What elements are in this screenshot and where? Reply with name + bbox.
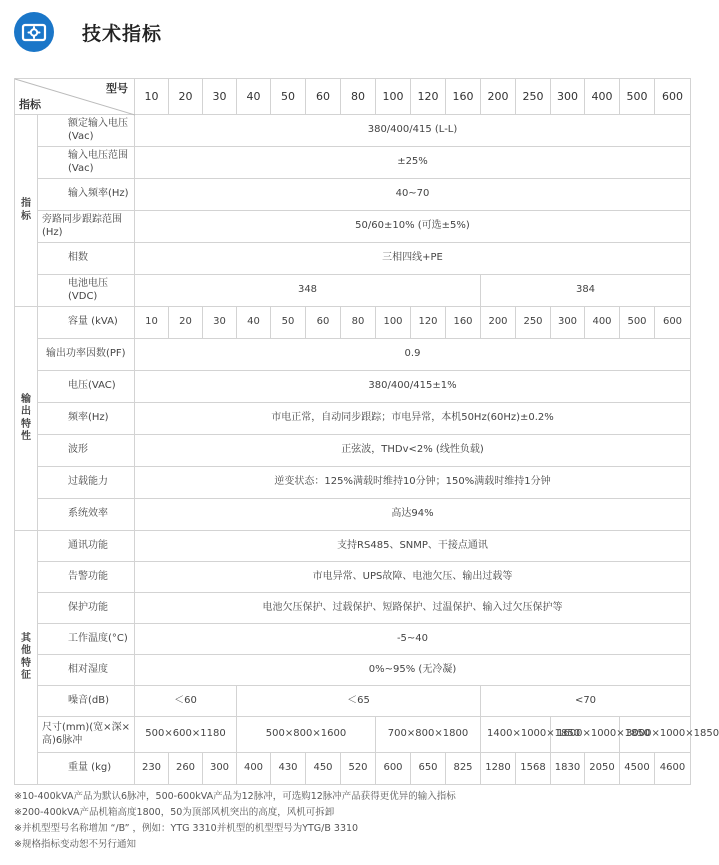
category-other: 其他特征 bbox=[15, 531, 38, 785]
row-value: 384 bbox=[481, 275, 691, 307]
row-value: 380/400/415 (L-L) bbox=[135, 115, 691, 147]
row-label: 通讯功能 bbox=[38, 531, 135, 562]
weight-cell: 260 bbox=[169, 753, 203, 785]
category-output: 输出特性 bbox=[15, 307, 38, 531]
model-header: 30 bbox=[203, 79, 237, 115]
row-label: 输入频率(Hz) bbox=[38, 179, 135, 211]
weight-cell: 430 bbox=[271, 753, 306, 785]
row-value: 0.9 bbox=[135, 339, 691, 371]
table-row bbox=[15, 593, 691, 624]
row-label: 工作温度(°C) bbox=[38, 624, 135, 655]
capacity-cell: 600 bbox=[655, 307, 691, 339]
model-header: 50 bbox=[271, 79, 306, 115]
model-header: 600 bbox=[655, 79, 691, 115]
row-label: 系统效率 bbox=[38, 499, 135, 531]
row-label: 相数 bbox=[38, 243, 135, 275]
row-value: 1400×1000×1850 bbox=[481, 717, 551, 753]
row-label: 电池电压(VDC) bbox=[38, 275, 135, 307]
table-row bbox=[15, 211, 691, 243]
row-label: 重量 (kg) bbox=[38, 753, 135, 785]
table-row bbox=[15, 147, 691, 179]
row-value: -5~40 bbox=[135, 624, 691, 655]
table-row bbox=[15, 179, 691, 211]
capacity-cell: 200 bbox=[481, 307, 516, 339]
row-value: 3000×1000×1850 bbox=[620, 717, 691, 753]
row-value: <70 bbox=[481, 686, 691, 717]
row-value: 市电异常、UPS故障、电池欠压、输出过载等 bbox=[135, 562, 691, 593]
capacity-cell: 10 bbox=[135, 307, 169, 339]
table-row bbox=[15, 371, 691, 403]
capacity-cell: 120 bbox=[411, 307, 446, 339]
weight-cell: 1280 bbox=[481, 753, 516, 785]
table-row bbox=[15, 243, 691, 275]
row-label: 输出功率因数(PF) bbox=[38, 339, 135, 371]
model-header: 400 bbox=[585, 79, 620, 115]
table-row bbox=[15, 499, 691, 531]
row-label: 相对湿度 bbox=[38, 655, 135, 686]
weight-cell: 4500 bbox=[620, 753, 655, 785]
row-value: 50/60±10% (可选±5%) bbox=[135, 211, 691, 243]
footnote: ※规格指标变动恕不另行通知 bbox=[14, 839, 136, 850]
row-label: 过载能力 bbox=[38, 467, 135, 499]
table-header-row bbox=[15, 79, 691, 115]
category-input: 指标 bbox=[15, 115, 38, 307]
row-value: 1600×1000×1850 bbox=[551, 717, 620, 753]
capacity-cell: 250 bbox=[516, 307, 551, 339]
capacity-cell: 80 bbox=[341, 307, 376, 339]
corner-spec-label: 指标 bbox=[19, 98, 41, 112]
row-label: 电压(VAC) bbox=[38, 371, 135, 403]
weight-cell: 300 bbox=[203, 753, 237, 785]
page-title: 技术指标 bbox=[82, 22, 163, 45]
row-label: 容量 (kVA) bbox=[38, 307, 135, 339]
capacity-cell: 400 bbox=[585, 307, 620, 339]
row-value: 348 bbox=[135, 275, 481, 307]
table-row bbox=[15, 562, 691, 593]
gear-monitor-icon bbox=[14, 12, 54, 52]
table-row bbox=[15, 115, 691, 147]
table-row bbox=[15, 531, 691, 562]
footnote: ※10-400kVA产品为默认6脉冲，500-600kVA产品为12脉冲，可选购12脉冲产品获得更优异的输入指标 bbox=[14, 791, 456, 802]
table-row bbox=[15, 275, 691, 307]
table-row bbox=[15, 467, 691, 499]
weight-cell: 4600 bbox=[655, 753, 691, 785]
weight-cell: 230 bbox=[135, 753, 169, 785]
row-value: 40~70 bbox=[135, 179, 691, 211]
row-value: 逆变状态：125%满载时维持10分钟；150%满载时维持1分钟 bbox=[135, 467, 691, 499]
row-value: 500×600×1180 bbox=[135, 717, 237, 753]
row-value: ＜60 bbox=[135, 686, 237, 717]
weight-cell: 1830 bbox=[551, 753, 585, 785]
row-value: 电池欠压保护、过载保护、短路保护、过温保护、输入过欠压保护等 bbox=[135, 593, 691, 624]
weight-cell: 825 bbox=[446, 753, 481, 785]
table-row bbox=[15, 339, 691, 371]
model-header: 200 bbox=[481, 79, 516, 115]
table-row bbox=[15, 403, 691, 435]
model-header: 80 bbox=[341, 79, 376, 115]
row-value: ＜65 bbox=[237, 686, 481, 717]
footnote: ※并机型型号名称增加 “/B” ，例如：YTG 3310并机型的机型型号为YTG/B 3310 bbox=[14, 823, 359, 834]
row-value: 0%~95% (无冷凝) bbox=[135, 655, 691, 686]
page-header bbox=[14, 10, 162, 54]
corner-model-label: 型号 bbox=[106, 82, 128, 95]
row-label: 噪音(dB) bbox=[38, 686, 135, 717]
row-value: 700×800×1800 bbox=[376, 717, 481, 753]
spec-table bbox=[14, 78, 719, 785]
row-label: 输入电压范围(Vac) bbox=[38, 147, 135, 179]
capacity-cell: 50 bbox=[271, 307, 306, 339]
capacity-cell: 300 bbox=[551, 307, 585, 339]
footnotes bbox=[14, 789, 456, 853]
row-value: 市电正常，自动同步跟踪；市电异常，本机50Hz(60Hz)±0.2% bbox=[135, 403, 691, 435]
weight-cell: 650 bbox=[411, 753, 446, 785]
capacity-cell: 160 bbox=[446, 307, 481, 339]
row-label: 额定输入电压(Vac) bbox=[38, 115, 135, 147]
model-header: 20 bbox=[169, 79, 203, 115]
table-row bbox=[15, 655, 691, 686]
table-row bbox=[15, 686, 691, 717]
model-header: 40 bbox=[237, 79, 271, 115]
model-header: 100 bbox=[376, 79, 411, 115]
row-label: 旁路同步跟踪范围(Hz) bbox=[38, 211, 135, 243]
model-header: 60 bbox=[306, 79, 341, 115]
model-header: 120 bbox=[411, 79, 446, 115]
weight-cell: 600 bbox=[376, 753, 411, 785]
row-value: ±25% bbox=[135, 147, 691, 179]
weight-cell: 450 bbox=[306, 753, 341, 785]
model-header: 10 bbox=[135, 79, 169, 115]
table-row bbox=[15, 624, 691, 655]
table-row bbox=[15, 435, 691, 467]
capacity-cell: 100 bbox=[376, 307, 411, 339]
table-corner-cell bbox=[15, 79, 135, 115]
capacity-cell: 30 bbox=[203, 307, 237, 339]
model-header: 160 bbox=[446, 79, 481, 115]
footnote: ※200-400kVA产品机箱高度1800，50为顶部风机突出的高度，风机可拆卸 bbox=[14, 807, 335, 818]
row-value: 380/400/415±1% bbox=[135, 371, 691, 403]
model-header: 300 bbox=[551, 79, 585, 115]
table-row bbox=[15, 753, 691, 785]
model-header: 500 bbox=[620, 79, 655, 115]
row-value: 支持RS485、SNMP、干接点通讯 bbox=[135, 531, 691, 562]
capacity-cell: 500 bbox=[620, 307, 655, 339]
weight-cell: 2050 bbox=[585, 753, 620, 785]
row-label: 波形 bbox=[38, 435, 135, 467]
row-value: 高达94% bbox=[135, 499, 691, 531]
row-label: 保护功能 bbox=[38, 593, 135, 624]
row-value: 500×800×1600 bbox=[237, 717, 376, 753]
weight-cell: 400 bbox=[237, 753, 271, 785]
weight-cell: 520 bbox=[341, 753, 376, 785]
table-row bbox=[15, 307, 691, 339]
row-value: 三相四线+PE bbox=[135, 243, 691, 275]
capacity-cell: 20 bbox=[169, 307, 203, 339]
row-value: 正弦波，THDv<2% (线性负载) bbox=[135, 435, 691, 467]
table-row bbox=[15, 717, 691, 753]
capacity-cell: 60 bbox=[306, 307, 341, 339]
weight-cell: 1568 bbox=[516, 753, 551, 785]
row-label: 尺寸(mm)(宽×深×高)6脉冲 bbox=[38, 717, 135, 753]
capacity-cell: 40 bbox=[237, 307, 271, 339]
row-label: 告警功能 bbox=[38, 562, 135, 593]
row-label: 频率(Hz) bbox=[38, 403, 135, 435]
model-header: 250 bbox=[516, 79, 551, 115]
